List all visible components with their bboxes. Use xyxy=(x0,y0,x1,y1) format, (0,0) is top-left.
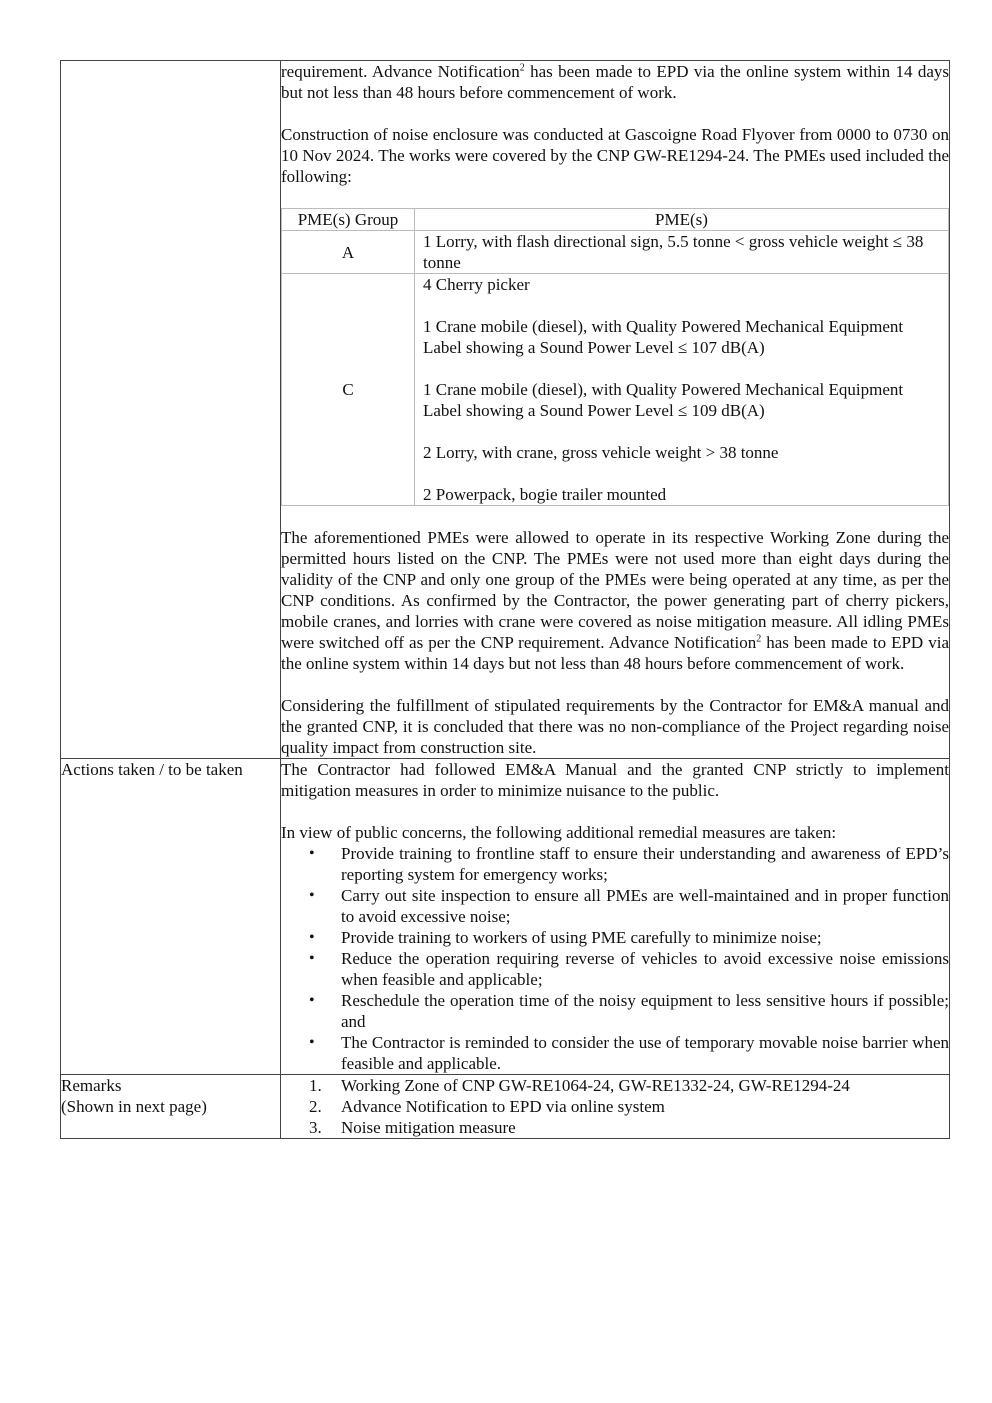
pme-item: 1 Lorry, with flash directional sign, 5.5 tonne < gross vehicle weight ≤ 38 tonne xyxy=(415,231,949,274)
list-item: • Reschedule the operation time of the noisy equipment to less sensitive hours if possible; and xyxy=(309,991,949,1031)
remarks-label-cell xyxy=(61,1075,281,1139)
pme-row-c xyxy=(282,274,949,506)
actions-paragraph: The Contractor had followed EM&A Manual and the granted CNP strictly to implement mitigation measures in order to minimize nuisance to the public. xyxy=(281,760,949,800)
bullet-icon: • xyxy=(309,887,315,904)
bullet-icon: • xyxy=(309,1034,315,1051)
bullet-icon: • xyxy=(309,950,315,967)
noise-enclosure-paragraph: Construction of noise enclosure was conducted at Gascoigne Road Flyover from 0000 to 0730 on 10 Nov 2024. The works were covered by the CNP GW-RE1294-24. The PMEs used included the following: xyxy=(281,125,949,186)
pme-operation-paragraph: The aforementioned PMEs were allowed to operate in its respective Working Zone during the permitted hours listed on the CNP. The PMEs were not used more than eight days during the validity of the CNP and only one group of the PMEs were being operated at any time, as per the CNP conditions. As confirmed by the Contractor, the power generating part of cherry pickers, mobile cranes, and lorries with crane were covered as noise mitigation measure. All idling PMEs were switched off as per the CNP requirement. Advance Notification$^2$ has been made to EPD via the online system within 14 days but not less than 48 hours before commencement of work. xyxy=(281,528,949,673)
actions-content-cell xyxy=(281,759,950,1075)
pme-group-header: PME(s) Group xyxy=(282,209,415,231)
pme-table-header xyxy=(282,209,949,231)
pme-item: 4 Cherry picker xyxy=(423,275,530,294)
pme-group-label: A xyxy=(282,231,415,274)
pme-item: 2 Lorry, with crane, gross vehicle weight > 38 tonne xyxy=(423,443,779,462)
bullet-icon: • xyxy=(309,992,315,1009)
details-content-cell xyxy=(281,61,950,759)
pme-item: 1 Crane mobile (diesel), with Quality Powered Mechanical Equipment Label showing a Sound Power Level ≤ 109 dB(A) xyxy=(423,380,904,420)
list-item: • Provide training to frontline staff to ensure their understanding and awareness of EPD’s reporting system for emergency works; xyxy=(309,844,949,884)
pme-item: 1 Crane mobile (diesel), with Quality Powered Mechanical Equipment Label showing a Sound Power Level ≤ 107 dB(A) xyxy=(423,317,904,357)
actions-row xyxy=(61,759,950,1075)
remarks-sublabel: (Shown in next page) xyxy=(61,1097,207,1116)
remedial-intro: In view of public concerns, the following additional remedial measures are taken: xyxy=(281,823,837,842)
list-item: 2. Advance Notification to EPD via online system xyxy=(309,1097,665,1116)
remarks-list xyxy=(281,1075,949,1138)
details-label-cell xyxy=(61,61,281,759)
report-table xyxy=(60,60,950,1139)
remarks-content-cell xyxy=(281,1075,950,1139)
pme-header: PME(s) xyxy=(415,209,949,231)
remedial-measures-list xyxy=(281,843,949,1074)
details-row xyxy=(61,61,950,759)
pme-group-label: C xyxy=(282,274,415,506)
list-item: 3. Noise mitigation measure xyxy=(309,1118,516,1137)
list-item: 1. Working Zone of CNP GW-RE1064-24, GW-RE1332-24, GW-RE1294-24 xyxy=(309,1076,850,1095)
list-item: • The Contractor is reminded to consider the use of temporary movable noise barrier when feasible and applicable. xyxy=(309,1033,949,1073)
remarks-label: Remarks xyxy=(61,1076,122,1095)
bullet-icon: • xyxy=(309,929,315,946)
pme-item: 2 Powerpack, bogie trailer mounted xyxy=(423,485,667,504)
footnote-ref: 2 xyxy=(756,633,762,645)
list-item: • Reduce the operation requiring reverse of vehicles to avoid excessive noise emissions when feasible and applicable; xyxy=(309,949,949,989)
list-item: • Provide training to workers of using PME carefully to minimize noise; xyxy=(309,928,822,947)
footnote-ref: 2 xyxy=(519,62,525,74)
pme-row-a xyxy=(282,231,949,274)
list-item: • Carry out site inspection to ensure all PMEs are well-maintained and in proper function to avoid excessive noise; xyxy=(309,886,949,926)
advance-notification-paragraph: requirement. Advance Notification$^2$ has been made to EPD via the online system within 14 days but not less than 48 hours before commencement of work. xyxy=(281,62,950,102)
conclusion-paragraph: Considering the fulfillment of stipulated requirements by the Contractor for EM&A manual and the granted CNP, it is concluded that there was no non-compliance of the Project regarding noise quality impact from construction site. xyxy=(281,696,949,757)
remarks-row xyxy=(61,1075,950,1139)
actions-label: Actions taken / to be taken xyxy=(61,759,281,1075)
pme-table xyxy=(281,208,949,506)
bullet-icon: • xyxy=(309,845,315,862)
